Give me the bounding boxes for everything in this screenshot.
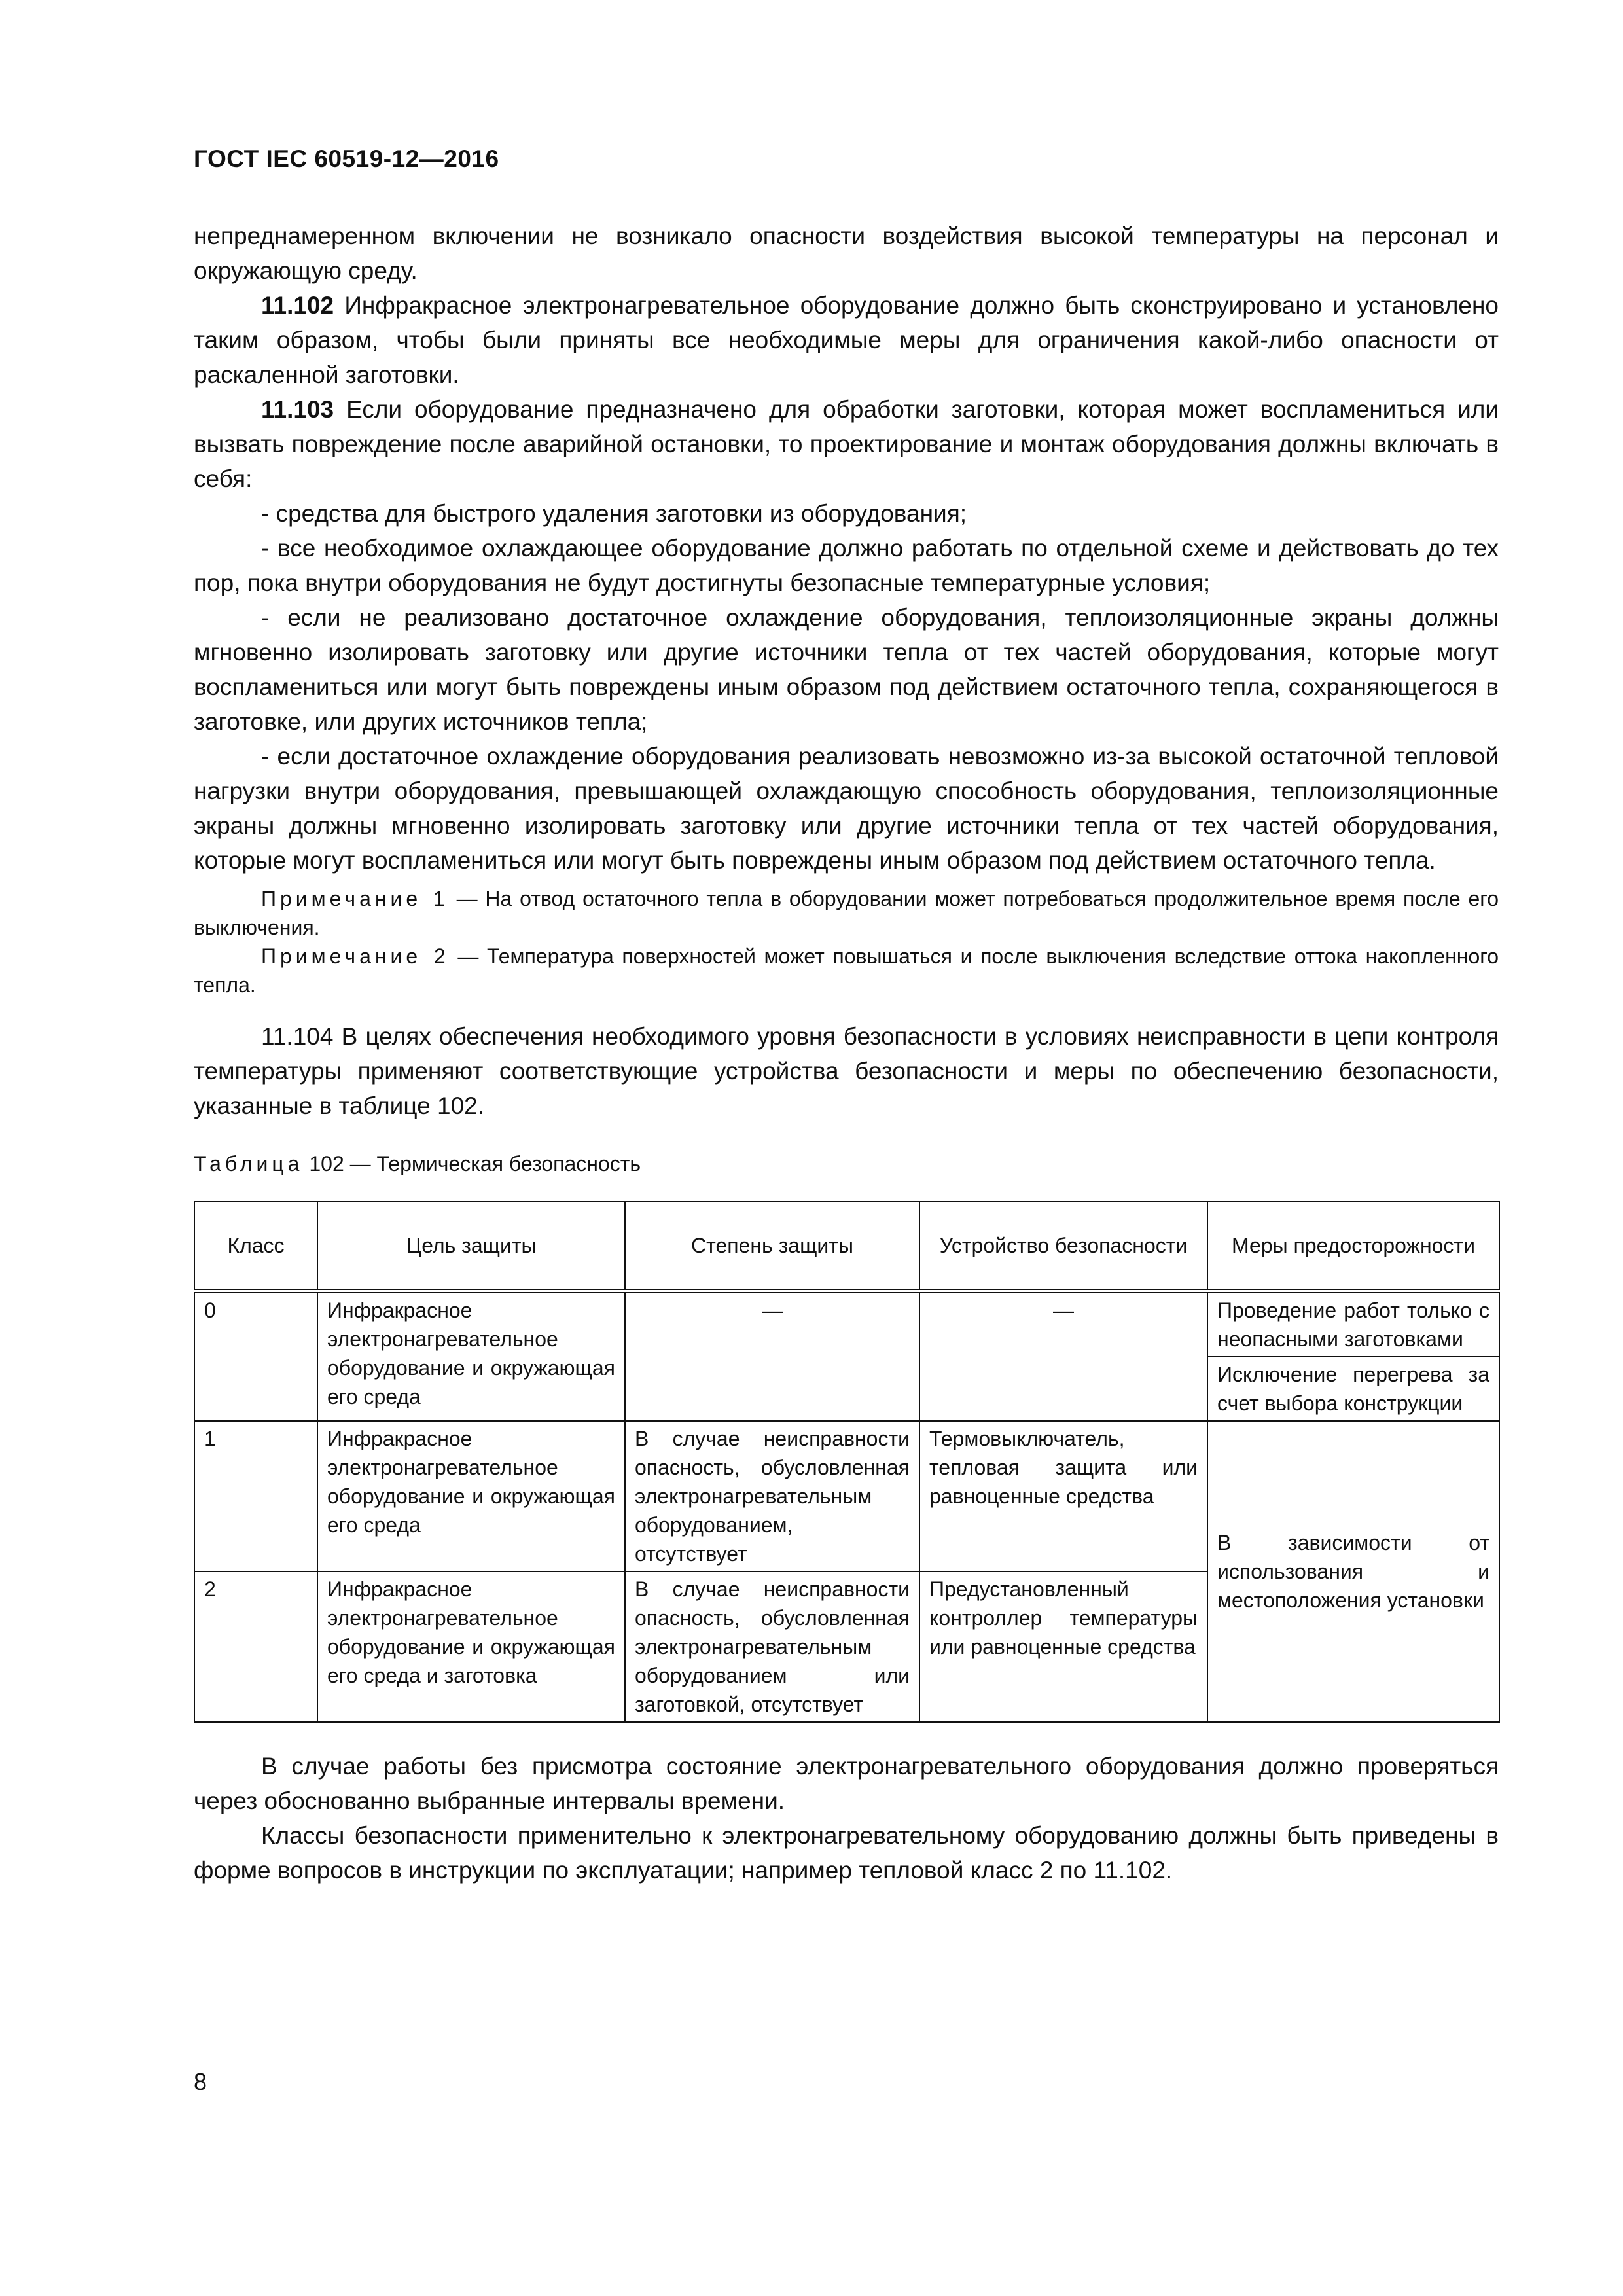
table-row xyxy=(194,1421,1499,1571)
class-cell: 0 xyxy=(194,1291,317,1422)
note-label: Примечание 1 xyxy=(261,887,449,910)
column-header: Меры предосторожности xyxy=(1207,1202,1499,1291)
degree-cell: В случае неисправности опасность, обусловленная электронагревательным оборудованием, отсутствует xyxy=(625,1421,919,1571)
goal-cell: Инфракрасное электронагревательное оборудование и окружающая его среда xyxy=(317,1421,625,1571)
note-label: Примечание 2 xyxy=(261,944,450,968)
caption-label: Таблица xyxy=(194,1152,304,1175)
note-1 xyxy=(194,884,1499,942)
intro-paragraph: непреднамеренном включении не возникало опасности воздействия высокой температуры на персонал и окружающую среду. xyxy=(194,223,1499,284)
clause-number: 11.102 xyxy=(261,292,334,319)
column-header: Устройство безопасности xyxy=(919,1202,1207,1291)
device-cell: Предустановленный контроллер температуры или равноценные средства xyxy=(919,1571,1207,1722)
tail-paragraph: В случае работы без присмотра состояние электронагревательного оборудования должно проверяться через обоснованно выбранные интервалы времени. xyxy=(194,1753,1499,1814)
table-header-row xyxy=(194,1202,1499,1291)
measures-cell: В зависимости от использования и местоположения установки xyxy=(1207,1421,1499,1722)
column-header: Класс xyxy=(194,1202,317,1291)
notes-block xyxy=(194,884,1499,999)
list-item: - если не реализовано достаточное охлаждение оборудования, теплоизоляционные экраны должны мгновенно изолировать заготовку или другие источники тепла от тех частей оборудования, которые могут воспламениться или могут быть повреждены иным образом под действием остаточного тепла, сохраняющегося в заготовке, или других источников тепла; xyxy=(194,604,1499,735)
class-cell: 2 xyxy=(194,1571,317,1722)
clause-11-102 xyxy=(194,288,1499,392)
list-item: - все необходимое охлаждающее оборудование должно работать по отдельной схеме и действовать до тех пор, пока внутри оборудования не будут достигнуты безопасные температурные условия; xyxy=(194,535,1499,596)
device-cell: — xyxy=(919,1291,1207,1422)
document-header: ГОСТ IEC 60519-12—2016 xyxy=(194,145,499,172)
clause-11-104: 11.104 В целях обеспечения необходимого уровня безопасности в условиях неисправности в цепи контроля температуры применяют соответствующие устройства безопасности и меры по обеспечению безопасности, указанные в таблице 102. xyxy=(194,1023,1499,1119)
page-body xyxy=(194,219,1499,1888)
degree-cell: — xyxy=(625,1291,919,1422)
measures-cell: Исключение перегрева за счет выбора конструкции xyxy=(1207,1357,1499,1421)
list-item: - средства для быстрого удаления заготовки из оборудования; xyxy=(261,500,967,527)
measures-cell: Проведение работ только с неопасными заготовками xyxy=(1207,1291,1499,1357)
class-cell: 1 xyxy=(194,1421,317,1571)
column-header: Цель защиты xyxy=(317,1202,625,1291)
note-text: — Температура поверхностей может повышаться и после выключения вследствие оттока накопленного тепла. xyxy=(194,944,1499,997)
clause-number: 11.103 xyxy=(261,396,334,423)
table-row xyxy=(194,1291,1499,1357)
clause-text: Если оборудование предназначено для обработки заготовки, которая может воспламениться или вызвать повреждение после аварийной остановки, то проектирование и монтаж оборудования должны включать в себя: xyxy=(194,396,1499,492)
goal-cell: Инфракрасное электронагревательное оборудование и окружающая его среда xyxy=(317,1291,625,1422)
list-item: - если достаточное охлаждение оборудования реализовать невозможно из-за высокой остаточной тепловой нагрузки внутри оборудования, превышающей охлаждающую способность оборудования, теплоизоляционные экраны должны мгновенно изолировать заготовку или другие источники тепла от тех частей оборудования, которые могут воспламениться или могут быть повреждены иным образом под действием остаточного тепла. xyxy=(194,743,1499,874)
clause-text: Инфракрасное электронагревательное оборудование должно быть сконструировано и установлено таким образом, чтобы были приняты все необходимые меры для ограничения какой-либо опасности от раскаленной заготовки. xyxy=(194,292,1499,388)
note-text: — На отвод остаточного тепла в оборудовании может потребоваться продолжительное время после его выключения. xyxy=(194,887,1499,939)
thermal-safety-table xyxy=(194,1201,1500,1723)
page-number: 8 xyxy=(194,2068,207,2095)
goal-cell: Инфракрасное электронагревательное оборудование и окружающая его среда и заготовка xyxy=(317,1571,625,1722)
degree-cell: В случае неисправности опасность, обусловленная электронагревательным оборудованием или заготовкой, отсутствует xyxy=(625,1571,919,1722)
clause-11-103 xyxy=(194,392,1499,496)
device-cell: Термовыключатель, тепловая защита или равноценные средства xyxy=(919,1421,1207,1571)
caption-text: 102 — Термическая безопасность xyxy=(303,1152,641,1175)
tail-paragraph: Классы безопасности применительно к электронагревательному оборудованию должны быть приведены в форме вопросов в инструкции по эксплуатации; например тепловой класс 2 по 11.102. xyxy=(194,1822,1499,1884)
column-header: Степень защиты xyxy=(625,1202,919,1291)
closing-paragraphs xyxy=(194,1749,1499,1888)
note-2 xyxy=(194,942,1499,999)
table-caption xyxy=(194,1147,1499,1181)
